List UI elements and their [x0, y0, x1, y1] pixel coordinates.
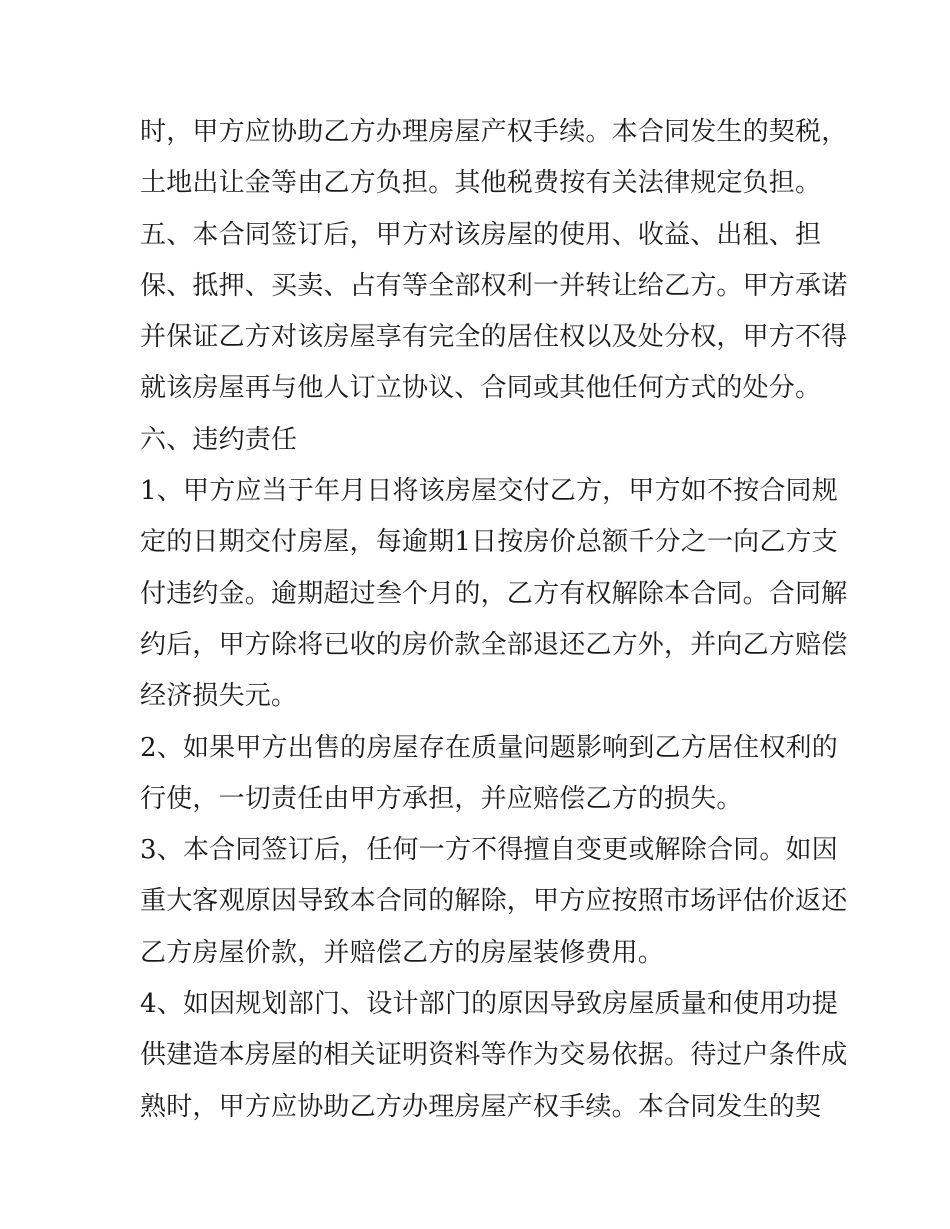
text-line: 并保证乙方对该房屋享有完全的居住权以及处分权，甲方不得: [140, 322, 848, 353]
text-line: 熟时，甲方应协助乙方办理房屋产权手续。本合同发生的契: [140, 1091, 822, 1122]
text-line: 经济损失元。: [140, 681, 298, 712]
text-line: 1、甲方应当于年月日将该房屋交付乙方，甲方如不按合同规: [140, 476, 838, 507]
text-line: 定的日期交付房屋，每逾期1日按房价总额千分之一向乙方支: [140, 527, 838, 558]
text-line: 4、如因规划部门、设计部门的原因导致房屋质量和使用功提: [140, 989, 838, 1020]
text-line: 3、本合同签订后，任何一方不得擅自变更或解除合同。如因: [140, 835, 838, 866]
section-heading: 六、违约责任: [140, 424, 298, 455]
text-line: 土地出让金等由乙方负担。其他税费按有关法律规定负担。: [140, 168, 822, 199]
document-body: [140, 107, 848, 1133]
text-line: 约后，甲方除将已收的房价款全部退还乙方外，并向乙方赔偿: [140, 629, 848, 660]
text-line: 保、抵押、买卖、占有等全部权利一并转让给乙方。甲方承诺: [140, 270, 848, 301]
text-line: 供建造本房屋的相关证明资料等作为交易依据。待过户条件成: [140, 1040, 848, 1071]
text-line: 五、本合同签订后，甲方对该房屋的使用、收益、出租、担: [140, 219, 822, 250]
text-line: 就该房屋再与他人订立协议、合同或其他任何方式的处分。: [140, 373, 822, 404]
text-line: 付违约金。逾期超过叁个月的，乙方有权解除本合同。合同解: [140, 578, 848, 609]
text-line: 行使，一切责任由甲方承担，并应赔偿乙方的损失。: [140, 783, 743, 814]
text-line: 时，甲方应协助乙方办理房屋产权手续。本合同发生的契税，: [140, 117, 848, 147]
text-line: 乙方房屋价款，并赔偿乙方的房屋装修费用。: [140, 937, 665, 968]
text-line: 2、如果甲方出售的房屋存在质量问题影响到乙方居住权利的: [140, 732, 838, 763]
text-line: 重大客观原因导致本合同的解除，甲方应按照市场评估价返还: [140, 886, 848, 917]
